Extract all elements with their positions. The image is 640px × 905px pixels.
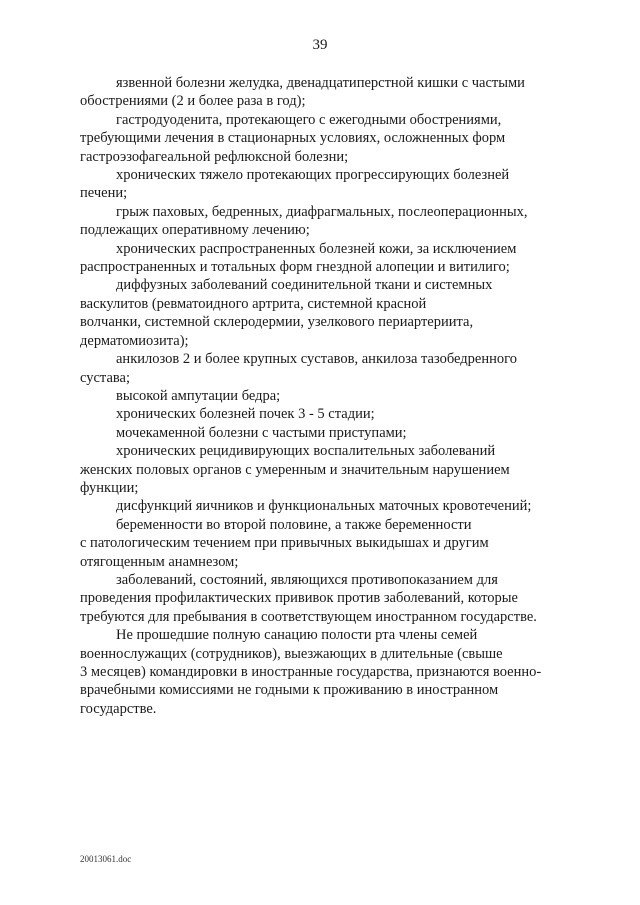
paragraph: Не прошедшие полную санацию полости рта члены семей военнослужащих (сотрудников), выезжающих в длительные (свыше 3 месяцев) командировки в иностранные государства, признаются военно- врачебными комиссиями не годными к проживанию в иностранном государстве. — [80, 627, 542, 717]
paragraph: мочекаменной болезни с частыми приступами; — [116, 424, 407, 441]
paragraph: беременности во второй половине, а также беременности с патологическим течением при привычных выкидышах и другим отягощенным анамнезом; — [80, 516, 489, 570]
paragraph: хронических болезней почек 3 - 5 стадии; — [116, 406, 375, 423]
paragraph: грыж паховых, бедренных, диафрагмальных, послеоперационных, подлежащих оперативному лечению; — [80, 203, 528, 239]
paragraph: высокой ампутации бедра; — [116, 387, 281, 404]
paragraph: дисфункций яичников и функциональных маточных кровотечений; — [116, 498, 532, 515]
paragraph: анкилозов 2 и более крупных суставов, анкилоза тазобедренного сустава; — [80, 351, 517, 386]
paragraph: хронических тяжело протекающих прогрессирующих болезней печени; — [80, 167, 510, 202]
paragraph: хронических распространенных болезней кожи, за исключением распространенных и тотальных форм гнездной алопеции и витилиго; — [80, 240, 517, 276]
paragraph: хронических рецидивирующих воспалительных заболеваний женских половых органов с умеренным и значительным нарушением функции; — [80, 443, 510, 496]
paragraph: диффузных заболеваний соединительной ткани и системных васкулитов (ревматоидного артрита, системной красной волчанки, системной склеродермии, узелкового периартериита, дерматомиозита); — [80, 277, 493, 349]
paragraph: заболеваний, состояний, являющихся противопоказанием для проведения профилактических прививок против заболеваний, которые требуются для пребывания в соответствующем иностранном государстве. — [80, 571, 537, 625]
document-body — [80, 74, 568, 718]
page-number: 39 — [312, 37, 328, 53]
paragraph: гастродуоденита, протекающего с ежегодными обострениями, требующими лечения в стационарных условиях, осложненных форм гастроэзофагеальной рефлюксной болезни; — [80, 111, 506, 165]
paragraph: язвенной болезни желудка, двенадцатиперстной кишки с частыми обострениями (2 и более раза в год); — [80, 75, 525, 110]
document-filename-footer: 20013061.doc — [80, 854, 132, 864]
